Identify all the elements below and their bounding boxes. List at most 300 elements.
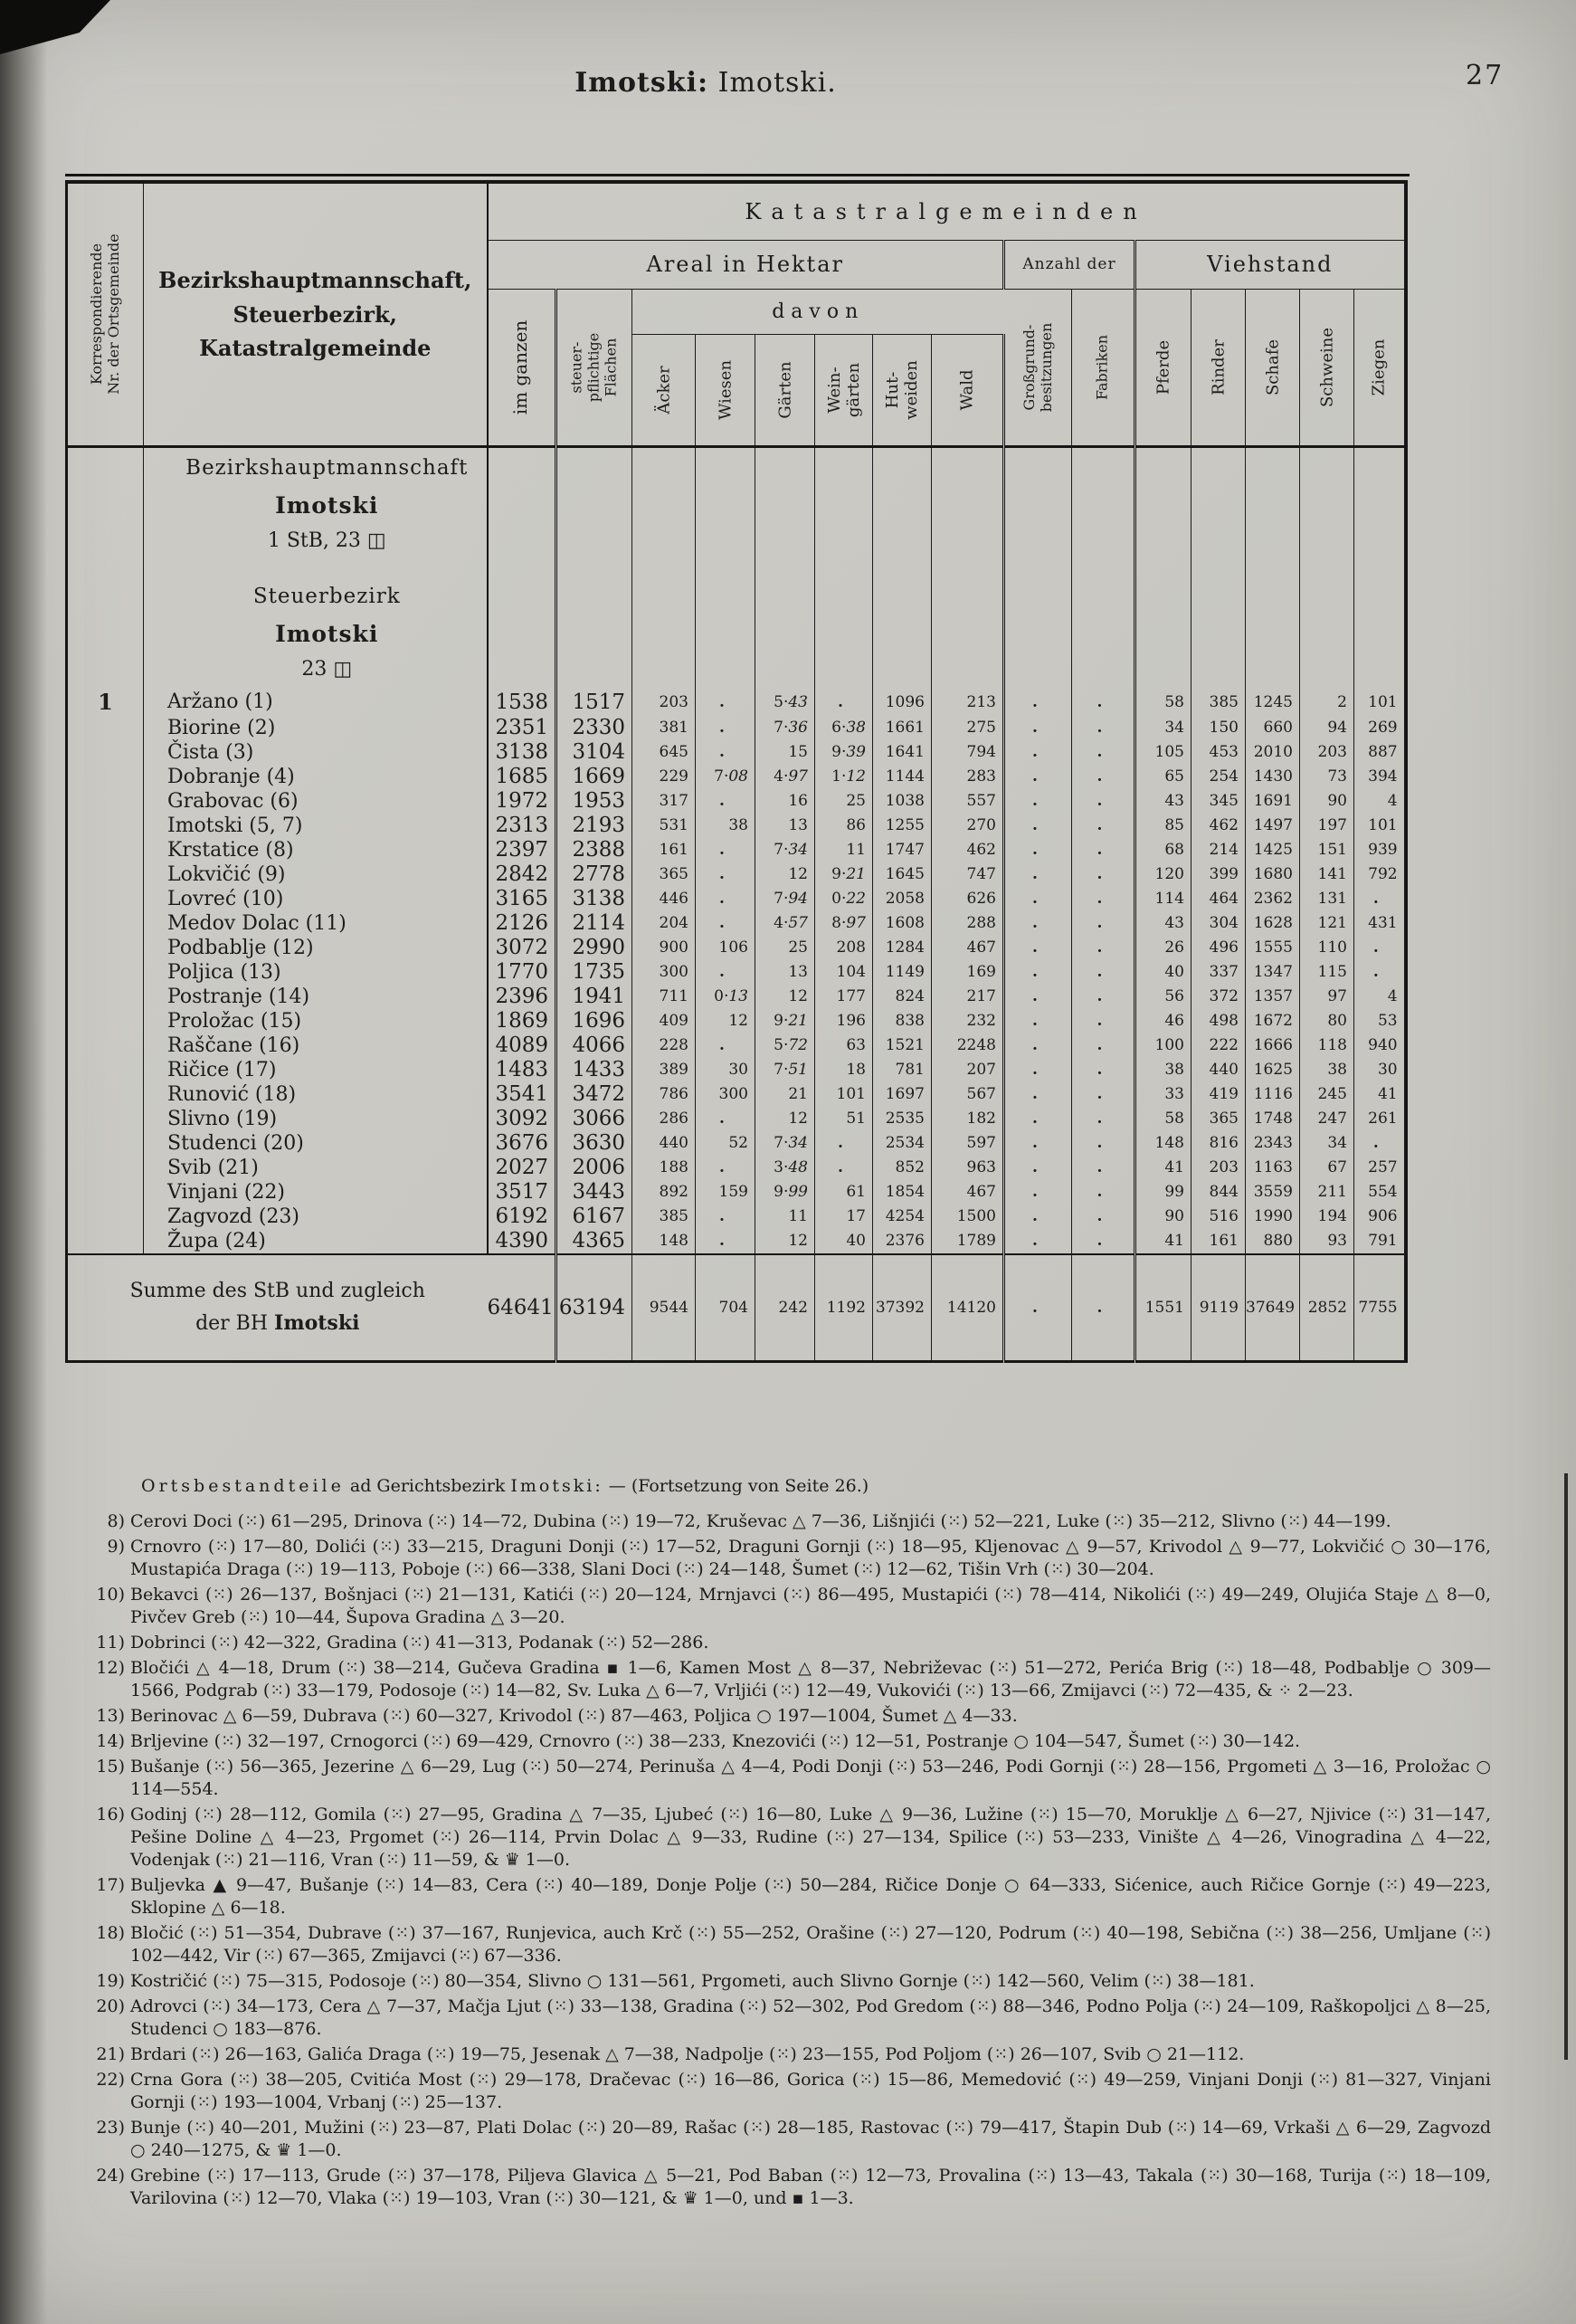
steuerbezirk-name: Imotski	[275, 620, 379, 647]
value-cell: 516	[1191, 1205, 1246, 1229]
value-cell: 1245	[1246, 689, 1300, 716]
footnote-item	[87, 1632, 1491, 1654]
value-cell: 792	[1368, 865, 1398, 883]
footnote-item	[87, 1584, 1491, 1629]
value-cell: 1645	[873, 862, 932, 887]
value-cell: 816	[1191, 1131, 1246, 1156]
value-cell: 214	[1191, 838, 1246, 862]
footnote-text: Grebine (⁙) 17—113, Grude (⁙) 37—178, Piljeva Glavica △ 5—21, Pod Baban (⁙) 12—73, Provalina (⁙) 13—43, Takala (⁙) 30—168, Turija (⁙) 18—109, Varilovina (⁙) 12—70, Vlaka (⁙) 19—103, Vran (⁙) 30—121, & ♛ 1—0, und ▪ 1—3.	[130, 2166, 1491, 2208]
value-cell: 786	[632, 1082, 696, 1107]
value-cell: .	[1004, 789, 1072, 814]
footnote-number: 8)	[107, 1511, 125, 1531]
value-cell: 43	[1135, 911, 1191, 936]
value-cell: 365	[1191, 1107, 1246, 1131]
value-cell: 1697	[873, 1082, 932, 1107]
value-cell: 385	[632, 1205, 696, 1229]
row-number-cell	[67, 838, 144, 862]
value-cell: .	[1004, 1205, 1072, 1229]
value-cell: .	[696, 1107, 755, 1131]
scan-corner-artifact	[0, 0, 110, 54]
value-cell: 161	[632, 838, 696, 862]
column-header-name: Bezirkshauptmannschaft, Steuerbezirk, Katastralgemeinde	[144, 182, 488, 446]
katastralgemeinde-name: Župa (24)	[144, 1229, 488, 1254]
value-cell: 3·48	[755, 1156, 815, 1180]
footnote-text: Cerovi Doci (⁙) 61—295, Drinova (⁙) 14—72, Dubina (⁙) 19—72, Kruševac △ 7—36, Lišnjići (⁙) 52—221, Luke (⁙) 35—212, Slivno (⁙) 44—199.	[130, 1511, 1391, 1531]
page-number: 27	[1466, 60, 1505, 91]
value-cell: 1116	[1246, 1082, 1300, 1107]
value-cell: 9119	[1191, 1254, 1246, 1362]
steuerbezirk-label: Steuerbezirk	[252, 584, 401, 608]
footnote-text: Dobrinci (⁙) 42—322, Gradina (⁙) 41—313, Podanak (⁙) 52—286.	[130, 1633, 709, 1653]
value-cell: 1628	[1246, 911, 1300, 936]
value-cell: 14120	[932, 1254, 1004, 1362]
value-cell: 18	[815, 1058, 873, 1082]
footnote-item	[87, 2069, 1491, 2114]
footnotes-header: Ortsbestandteile ad Gerichtsbezirk Imotski: — (Fortsetzung von Seite 26.)	[141, 1476, 869, 1496]
row-number-cell	[67, 1082, 144, 1107]
value-cell: .	[1004, 1229, 1072, 1254]
row-number-cell	[67, 1205, 144, 1229]
value-cell: 1551	[1135, 1254, 1191, 1362]
value-cell: 1483	[488, 1058, 556, 1082]
value-cell: 0·22	[815, 887, 873, 911]
value-cell: 41	[1135, 1156, 1191, 1180]
value-cell: 6·38	[815, 716, 873, 740]
table-row	[67, 960, 1406, 985]
value-cell: 12	[755, 862, 815, 887]
value-cell: 464	[1191, 887, 1246, 911]
value-cell: .	[1072, 1058, 1135, 1082]
value-cell: 1430	[1246, 765, 1300, 789]
value-cell: .	[1072, 985, 1135, 1009]
value-cell: 2351	[488, 716, 556, 740]
footnote-number: 20)	[96, 1996, 125, 2016]
value-cell	[1004, 446, 1072, 689]
katastralgemeinde-name: Dobranje (4)	[144, 765, 488, 789]
value-cell: 26	[1135, 936, 1191, 960]
value-cell: 4365	[556, 1229, 632, 1254]
value-cell: 101	[1368, 692, 1398, 711]
district-group-header	[144, 446, 488, 689]
value-cell: .	[1072, 1229, 1135, 1254]
value-cell: 33	[1135, 1082, 1191, 1107]
column-header-im-ganzen: im ganzen	[488, 289, 556, 446]
value-cell: 11	[755, 1205, 815, 1229]
value-cell: 4·97	[755, 765, 815, 789]
value-cell: 58	[1135, 689, 1191, 716]
value-cell: .	[1072, 838, 1135, 862]
value-cell: 38	[1135, 1058, 1191, 1082]
value-cell: 2058	[873, 887, 932, 911]
value-cell: .	[1072, 1009, 1135, 1033]
value-cell: 1144	[873, 765, 932, 789]
footnote-item	[87, 1995, 1491, 2041]
value-cell: 118	[1300, 1033, 1354, 1058]
value-cell: 204	[632, 911, 696, 936]
katastralgemeinde-name: Studenci (20)	[144, 1131, 488, 1156]
value-cell: .	[815, 1156, 873, 1180]
value-cell: .	[696, 1033, 755, 1058]
value-cell: 906	[1368, 1207, 1398, 1225]
value-cell: 300	[696, 1082, 755, 1107]
value-cell	[1191, 446, 1246, 689]
value-cell: .	[696, 689, 755, 716]
value-cell: 40	[1135, 960, 1191, 985]
value-cell: 887	[1368, 743, 1398, 761]
value-cell: .	[1372, 938, 1379, 957]
value-cell: 4	[1387, 792, 1398, 810]
katastralgemeinde-name: Lovreć (10)	[144, 887, 488, 911]
value-cell: 1538	[488, 689, 556, 716]
katastralgemeinde-name: Čista (3)	[144, 740, 488, 765]
value-cell: 13	[755, 960, 815, 985]
value-cell: 159	[696, 1180, 755, 1205]
value-cell: 46	[1135, 1009, 1191, 1033]
value-cell: 2006	[556, 1156, 632, 1180]
katastralgemeinde-name: Biorine (2)	[144, 716, 488, 740]
value-cell: 86	[815, 814, 873, 838]
value-cell: 1789	[932, 1229, 1004, 1254]
value-cell: 1854	[873, 1180, 932, 1205]
value-cell: 7·51	[755, 1058, 815, 1082]
value-cell: 2388	[556, 838, 632, 862]
row-number-cell	[67, 446, 144, 689]
value-cell: 9·39	[815, 740, 873, 765]
row-number-cell	[67, 689, 144, 716]
value-cell: 711	[632, 985, 696, 1009]
column-header-fabriken: Fabriken	[1072, 289, 1135, 446]
sum-row-label: Summe des StB und zugleich der BH Imotski	[67, 1254, 488, 1362]
value-cell: 242	[755, 1254, 815, 1362]
value-cell: 1669	[556, 765, 632, 789]
footnote-item	[87, 2165, 1491, 2210]
value-cell: 16	[755, 789, 815, 814]
value-cell: 2397	[488, 838, 556, 862]
table-row	[67, 789, 1406, 814]
value-cell: .	[1372, 1134, 1379, 1152]
value-cell: 110	[1300, 936, 1354, 960]
value-cell: 211	[1300, 1180, 1354, 1205]
footnote-item	[87, 1756, 1491, 1801]
table-row	[67, 985, 1406, 1009]
value-cell: 431	[1368, 914, 1398, 932]
footnote-text: Bločić (⁙) 51—354, Dubrave (⁙) 37—167, Runjevica, auch Krč (⁙) 55—252, Orašine (⁙) 27—120, Podrum (⁙) 40—198, Sebična (⁙) 38—256, Umljane (⁙) 102—442, Vir (⁙) 67—365, Zmijavci (⁙) 67—336.	[130, 1923, 1491, 1966]
value-cell: 794	[932, 740, 1004, 765]
value-cell: 148	[1135, 1131, 1191, 1156]
table-row	[67, 911, 1406, 936]
value-cell: .	[815, 1131, 873, 1156]
value-cell: 120	[1135, 862, 1191, 887]
value-cell: 9·21	[815, 862, 873, 887]
value-cell: .	[1004, 1033, 1072, 1058]
footnote-number: 17)	[96, 1875, 125, 1895]
value-cell	[488, 446, 556, 689]
value-cell: 150	[1191, 716, 1246, 740]
value-cell: 1·12	[815, 765, 873, 789]
value-cell: .	[1004, 765, 1072, 789]
value-cell: 3472	[556, 1082, 632, 1107]
value-cell: 56	[1135, 985, 1191, 1009]
value-cell: 567	[932, 1082, 1004, 1107]
value-cell: 365	[632, 862, 696, 887]
value-cell: 645	[632, 740, 696, 765]
column-header-wiesen: Wiesen	[696, 334, 755, 446]
footnote-item	[87, 2043, 1491, 2066]
value-cell: 213	[932, 689, 1004, 716]
value-cell	[1135, 446, 1191, 689]
bezirkshauptmannschaft-stb-count: 1 StB, 23 ◫	[267, 529, 386, 552]
value-cell: 1691	[1246, 789, 1300, 814]
value-cell: 900	[632, 936, 696, 960]
value-cell: 2852	[1300, 1254, 1354, 1362]
value-cell: 496	[1191, 936, 1246, 960]
table-row	[67, 838, 1406, 862]
value-cell: 101	[815, 1082, 873, 1107]
value-cell: 3092	[488, 1107, 556, 1131]
value-cell: .	[696, 789, 755, 814]
footnote-text: Kostričić (⁙) 75—315, Podosoje (⁙) 80—354, Slivno ○ 131—561, Prgometi, auch Slivno Gornje (⁙) 142—560, Velim (⁙) 38—181.	[130, 1971, 1255, 1991]
value-cell: 12	[755, 1107, 815, 1131]
value-cell: 1192	[815, 1254, 873, 1362]
value-cell: .	[1004, 985, 1072, 1009]
value-cell: .	[1004, 814, 1072, 838]
value-cell: 286	[632, 1107, 696, 1131]
value-cell: 30	[696, 1058, 755, 1082]
value-cell	[556, 446, 632, 689]
value-cell: 13	[755, 814, 815, 838]
footnote-text: Bušanje (⁙) 56—365, Jezerine △ 6—29, Lug (⁙) 50—274, Perinuša △ 4—4, Podi Donji (⁙) 53—246, Podi Gornji (⁙) 28—156, Prgometi △ 3—16, Proložac ○ 114—554.	[130, 1757, 1491, 1799]
footnote-item	[87, 1657, 1491, 1702]
row-number-cell	[67, 1131, 144, 1156]
value-cell: .	[1004, 862, 1072, 887]
value-cell: 37649	[1246, 1254, 1300, 1362]
value-cell	[755, 446, 815, 689]
value-cell: 197	[1300, 814, 1354, 838]
value-cell: .	[1004, 1107, 1072, 1131]
footnote-number: 14)	[96, 1731, 125, 1751]
value-cell: 9·99	[755, 1180, 815, 1205]
value-cell: 462	[932, 838, 1004, 862]
row-number-cell	[67, 1033, 144, 1058]
value-cell	[1246, 446, 1300, 689]
page-title-district: Imotski:	[574, 67, 709, 99]
value-cell: 269	[1368, 719, 1398, 737]
value-cell: 2534	[873, 1131, 932, 1156]
value-cell: 222	[1191, 1033, 1246, 1058]
katastralgemeinde-name: Aržano (1)	[144, 689, 488, 716]
row-number-cell	[67, 862, 144, 887]
value-cell	[1300, 446, 1354, 689]
katastralgemeinde-name: Medov Dolac (11)	[144, 911, 488, 936]
katastralgemeinde-name: Zagvozd (23)	[144, 1205, 488, 1229]
katastralgemeinde-name: Ričice (17)	[144, 1058, 488, 1082]
value-cell: 554	[1368, 1183, 1398, 1201]
value-cell: 2343	[1246, 1131, 1300, 1156]
row-number-cell	[67, 740, 144, 765]
value-cell: 203	[1300, 740, 1354, 765]
value-cell: 257	[1368, 1158, 1398, 1176]
value-cell: .	[1072, 1131, 1135, 1156]
row-number-cell	[67, 936, 144, 960]
column-header-schweine: Schweine	[1300, 289, 1354, 446]
bezirkshauptmannschaft-label: Bezirkshauptmannschaft	[185, 455, 469, 480]
value-cell: 2535	[873, 1107, 932, 1131]
value-cell: 1521	[873, 1033, 932, 1058]
row-number-cell	[67, 814, 144, 838]
value-cell: .	[1072, 689, 1135, 716]
value-cell: .	[1004, 1156, 1072, 1180]
value-cell: 880	[1246, 1229, 1300, 1254]
value-cell: 58	[1135, 1107, 1191, 1131]
group-header-anzahl-der: Anzahl der	[1004, 240, 1135, 289]
value-cell: 440	[632, 1131, 696, 1156]
katastralgemeinde-name: Proložac (15)	[144, 1009, 488, 1033]
value-cell	[632, 446, 696, 689]
table-row	[67, 1180, 1406, 1205]
value-cell: .	[696, 716, 755, 740]
value-cell: 232	[932, 1009, 1004, 1033]
value-cell: .	[1004, 1254, 1072, 1362]
footnote-item	[87, 1730, 1491, 1753]
footnote-item	[87, 1804, 1491, 1872]
value-cell: 43	[1135, 789, 1191, 814]
footnote-text: Bločići △ 4—18, Drum (⁙) 38—214, Gučeva Gradina ▪ 1—6, Kamen Most △ 8—37, Nebriževac (⁙) 51—272, Perića Brig (⁙) 18—48, Podbablje ○ 309—1566, Podgrab (⁙) 33—179, Podosoje (⁙) 14—82, Sv. Luka △ 6—7, Vrljići (⁙) 12—49, Vukovići (⁙) 13—66, Zmijavci (⁙) 72—435, & ⁘ 2—23.	[130, 1658, 1491, 1700]
value-cell: 2396	[488, 985, 556, 1009]
table-row	[67, 887, 1406, 911]
district-group-header-row	[67, 446, 1406, 689]
value-cell: 2114	[556, 911, 632, 936]
page-title	[0, 67, 1411, 99]
katastralgemeinde-name: Grabovac (6)	[144, 789, 488, 814]
value-cell: 844	[1191, 1180, 1246, 1205]
row-number-cell	[67, 960, 144, 985]
footnote-number: 21)	[96, 2044, 125, 2064]
value-cell: 1038	[873, 789, 932, 814]
value-cell: .	[696, 887, 755, 911]
value-cell: 4390	[488, 1229, 556, 1254]
value-cell: 104	[815, 960, 873, 985]
value-cell: 0·13	[696, 985, 755, 1009]
value-cell: .	[696, 838, 755, 862]
value-cell: 217	[932, 985, 1004, 1009]
value-cell: .	[1072, 789, 1135, 814]
value-cell: 597	[932, 1131, 1004, 1156]
value-cell: 51	[815, 1107, 873, 1131]
value-cell: 97	[1300, 985, 1354, 1009]
value-cell: 2193	[556, 814, 632, 838]
value-cell	[932, 446, 1004, 689]
value-cell: .	[696, 960, 755, 985]
column-header-wald: Wald	[932, 334, 1004, 446]
footnote-item	[87, 1510, 1491, 1533]
column-header-pferde: Pferde	[1135, 289, 1191, 446]
value-cell: .	[1004, 960, 1072, 985]
value-cell: 52	[696, 1131, 755, 1156]
column-header-gaerten: Gärten	[755, 334, 815, 446]
row-number-cell	[67, 1229, 144, 1254]
value-cell: 131	[1300, 887, 1354, 911]
value-cell: 2990	[556, 936, 632, 960]
value-cell: 446	[632, 887, 696, 911]
corner-header-ortsgemeinde-nr	[67, 182, 144, 446]
row-number-cell	[67, 1156, 144, 1180]
footnote-item	[87, 1922, 1491, 1967]
value-cell: 1672	[1246, 1009, 1300, 1033]
value-cell: 6167	[556, 1205, 632, 1229]
value-cell: 531	[632, 814, 696, 838]
value-cell: 1747	[873, 838, 932, 862]
katastralgemeinde-name: Svib (21)	[144, 1156, 488, 1180]
value-cell: .	[1372, 963, 1379, 981]
value-cell: .	[1072, 911, 1135, 936]
group-header-areal: Areal in Hektar	[488, 240, 1004, 289]
value-cell: .	[1372, 890, 1379, 908]
value-cell: .	[1004, 838, 1072, 862]
value-cell: .	[1004, 1058, 1072, 1082]
value-cell: 1425	[1246, 838, 1300, 862]
value-cell: 791	[1368, 1232, 1398, 1250]
value-cell: 94	[1300, 716, 1354, 740]
value-cell: 85	[1135, 814, 1191, 838]
value-cell: .	[1004, 740, 1072, 765]
value-cell: 1149	[873, 960, 932, 985]
value-cell: 208	[815, 936, 873, 960]
footnote-text: Godinj (⁙) 28—112, Gomila (⁙) 27—95, Gradina △ 7—35, Ljubeć (⁙) 16—80, Luke △ 9—36, Lužine (⁙) 15—70, Moruklje △ 6—27, Njivice (⁙) 31—147, Pešine Doline △ 4—23, Prgomet (⁙) 26—114, Prvin Dolac △ 9—33, Rudine (⁙) 27—134, Spilice (⁙) 53—233, Vinište △ 4—26, Vinogradina △ 4—22, Vodenjak (⁙) 21—116, Vran (⁙) 11—59, & ♛ 1—0.	[130, 1805, 1491, 1870]
value-cell: 3517	[488, 1180, 556, 1205]
value-cell: 7·36	[755, 716, 815, 740]
value-cell: .	[1072, 1082, 1135, 1107]
value-cell: 1666	[1246, 1033, 1300, 1058]
value-cell: 41	[1377, 1085, 1398, 1103]
table-row	[67, 1156, 1406, 1180]
value-cell: 3138	[556, 887, 632, 911]
footnote-item	[87, 1970, 1491, 1993]
value-cell: 93	[1300, 1229, 1354, 1254]
value-cell: .	[1004, 911, 1072, 936]
value-cell: 1953	[556, 789, 632, 814]
value-cell	[1354, 446, 1406, 689]
footnote-text: Bunje (⁙) 40—201, Mužini (⁙) 23—87, Plati Dolac (⁙) 20—89, Rašac (⁙) 28—185, Rastovac (⁙) 79—417, Štapin Dub (⁙) 14—69, Vrkaši △ 6—29, Zagvozd ○ 240—1275, & ♛ 1—0.	[130, 2118, 1491, 2160]
value-cell: 4	[1387, 987, 1398, 1005]
value-cell: 194	[1300, 1205, 1354, 1229]
footnote-item	[87, 1536, 1491, 1581]
row-number-cell	[67, 985, 144, 1009]
value-cell: 300	[632, 960, 696, 985]
value-cell: 12	[755, 1229, 815, 1254]
value-cell: .	[1072, 765, 1135, 789]
value-cell: .	[1072, 1156, 1135, 1180]
value-cell: 317	[632, 789, 696, 814]
value-cell: 12	[755, 985, 815, 1009]
value-cell: 1641	[873, 740, 932, 765]
value-cell: 1680	[1246, 862, 1300, 887]
footnote-item	[87, 1705, 1491, 1728]
value-cell: 747	[932, 862, 1004, 887]
row-number-cell	[67, 911, 144, 936]
value-cell: 1735	[556, 960, 632, 985]
value-cell: 1357	[1246, 985, 1300, 1009]
table-row	[67, 740, 1406, 765]
table-row	[67, 814, 1406, 838]
value-cell: .	[1072, 1254, 1135, 1362]
footnote-number: 18)	[96, 1923, 125, 1943]
value-cell: 196	[815, 1009, 873, 1033]
value-cell: 7·08	[696, 765, 755, 789]
table-row	[67, 936, 1406, 960]
value-cell: 3066	[556, 1107, 632, 1131]
value-cell	[873, 446, 932, 689]
value-cell: .	[696, 1205, 755, 1229]
